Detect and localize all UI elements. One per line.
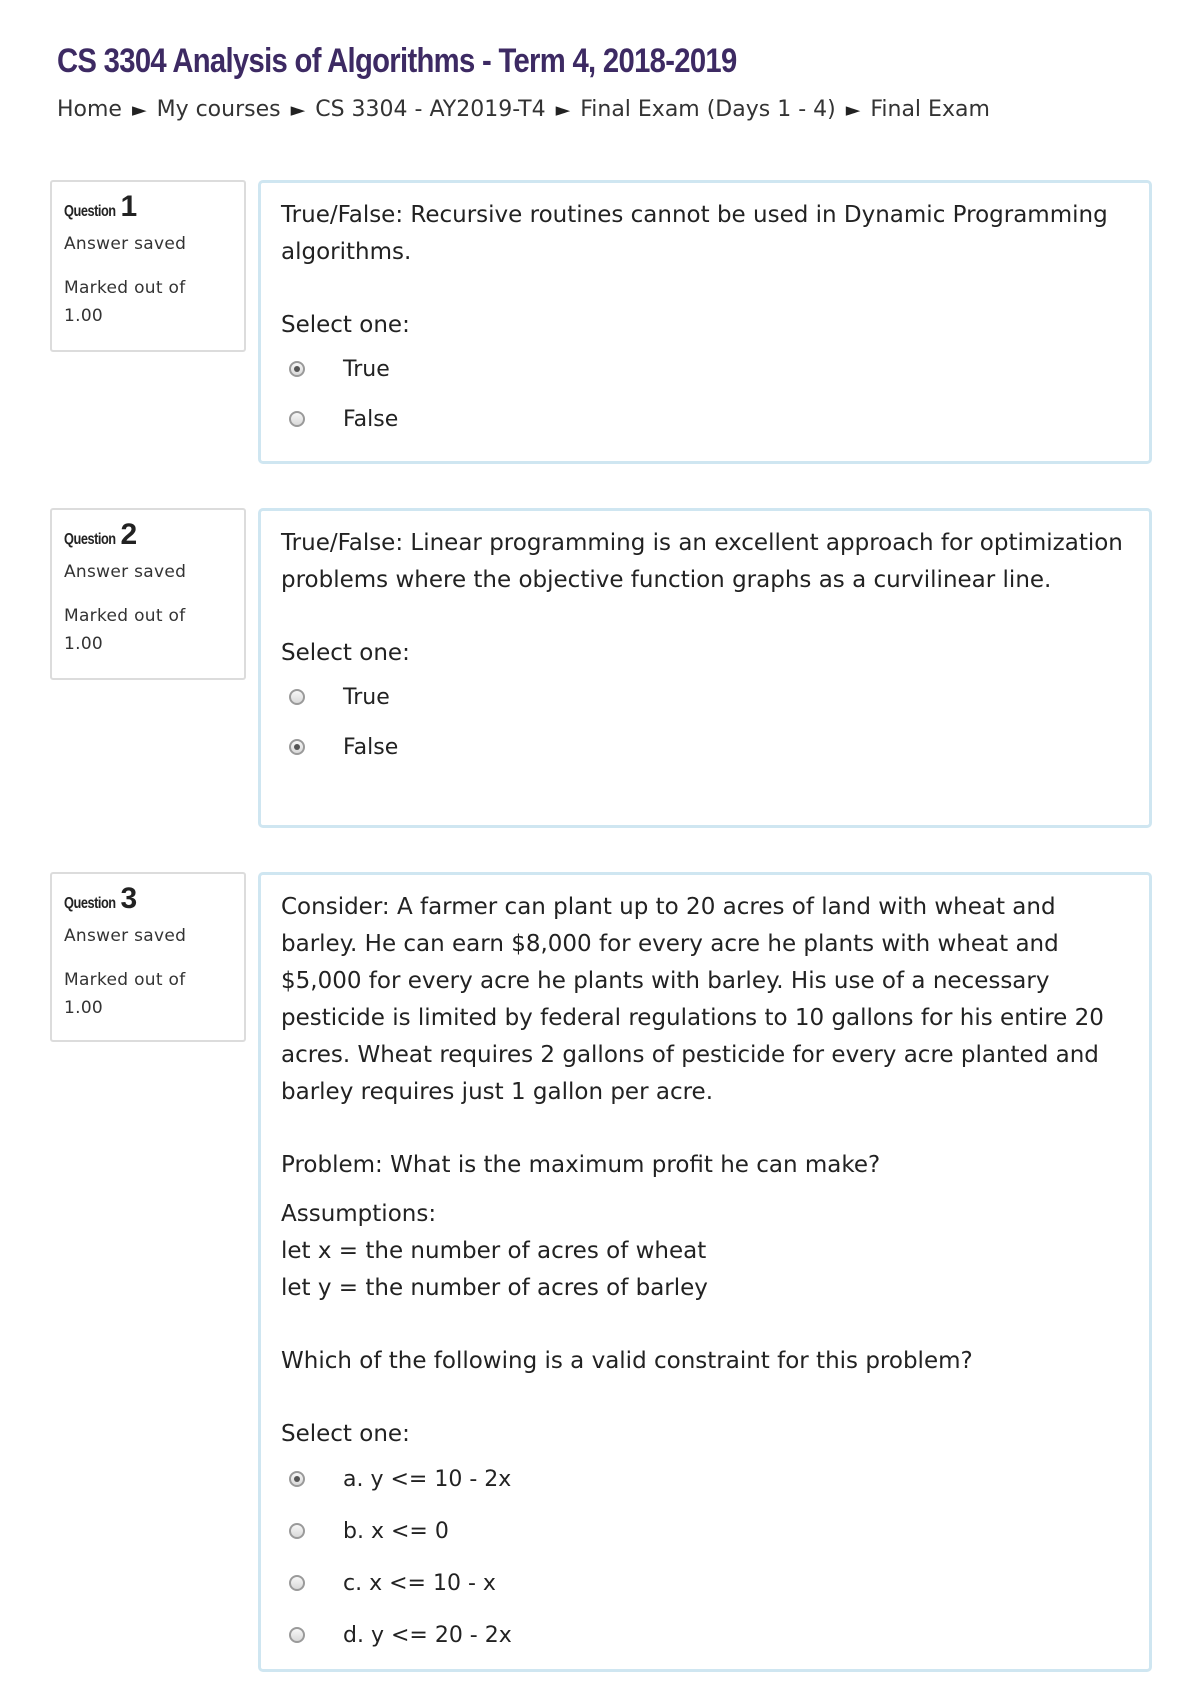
- question-state: Answer saved: [64, 234, 187, 254]
- breadcrumb-home[interactable]: Home: [57, 97, 122, 122]
- assumption-y: let y = the number of acres of barley: [281, 1275, 708, 1301]
- radio-unchecked-icon[interactable]: [289, 1523, 305, 1539]
- breadcrumb-final-exam[interactable]: Final Exam: [870, 97, 990, 122]
- option-label[interactable]: b. x <= 0: [343, 1518, 449, 1544]
- breadcrumb-separator-icon: ►: [845, 98, 861, 121]
- answer-option[interactable]: [281, 394, 1129, 444]
- page-title: CS 3304 Analysis of Algorithms - Term 4, 2018-2019: [57, 42, 737, 80]
- option-label[interactable]: False: [343, 406, 399, 432]
- question-grade: Marked out of 1.00: [64, 606, 186, 654]
- assumptions-title: Assumptions:: [281, 1201, 437, 1227]
- question-text: Consider: A farmer can plant up to 20 acres of land with wheat and barley. He can earn $8,000 for every acre he plants with wheat and $5,000 for every acre he plants with barley. His use of a necessary pesticide is limited by federal regulations to 10 gallons for his entire 20 acres. Wheat requires 2 gallons of pesticide for every acre planted and barley requires just 1 gallon per acre.: [281, 894, 1104, 1105]
- question-state: Answer saved: [64, 562, 187, 582]
- option-label[interactable]: d. y <= 20 - 2x: [343, 1622, 512, 1648]
- answer-option[interactable]: [281, 1609, 1129, 1661]
- select-one-label: Select one:: [281, 640, 410, 666]
- breadcrumb-course[interactable]: CS 3304 - AY2019-T4: [315, 97, 546, 122]
- answer-option[interactable]: [281, 1505, 1129, 1557]
- breadcrumb-my-courses[interactable]: My courses: [156, 97, 281, 122]
- radio-checked-icon[interactable]: [289, 1471, 305, 1487]
- select-one-label: Select one:: [281, 312, 410, 338]
- option-label[interactable]: a. y <= 10 - 2x: [343, 1466, 512, 1492]
- select-one-label: Select one:: [281, 1421, 410, 1447]
- option-label[interactable]: True: [343, 684, 390, 710]
- answer-option[interactable]: [281, 1453, 1129, 1505]
- breadcrumb-final-exam-days[interactable]: Final Exam (Days 1 - 4): [580, 97, 836, 122]
- radio-unchecked-icon[interactable]: [289, 689, 305, 705]
- problem-statement: Problem: What is the maximum profit he can make?: [281, 1152, 881, 1178]
- question-3-info: [50, 872, 246, 1042]
- question-grade: Marked out of 1.00: [64, 970, 186, 1018]
- breadcrumb-separator-icon: ►: [555, 98, 571, 121]
- assumption-x: let x = the number of acres of wheat: [281, 1238, 707, 1264]
- question-prompt: Which of the following is a valid constraint for this problem?: [281, 1348, 973, 1374]
- question-number: Question 3: [64, 882, 138, 915]
- option-label[interactable]: False: [343, 734, 399, 760]
- question-2-info: [50, 508, 246, 680]
- answer-option[interactable]: [281, 672, 1129, 722]
- question-state: Answer saved: [64, 926, 187, 946]
- answer-option[interactable]: [281, 344, 1129, 394]
- radio-checked-icon[interactable]: [289, 361, 305, 377]
- question-text: True/False: Recursive routines cannot be used in Dynamic Programming algorithms.: [281, 202, 1108, 265]
- question-2-content: [258, 508, 1152, 828]
- question-3-content: [258, 872, 1152, 1672]
- answer-option[interactable]: [281, 1557, 1129, 1609]
- radio-unchecked-icon[interactable]: [289, 1627, 305, 1643]
- breadcrumb-separator-icon: ►: [131, 98, 147, 121]
- question-grade: Marked out of 1.00: [64, 278, 186, 326]
- breadcrumb-separator-icon: ►: [290, 98, 306, 121]
- radio-unchecked-icon[interactable]: [289, 1575, 305, 1591]
- answer-option[interactable]: [281, 722, 1129, 772]
- question-text: True/False: Linear programming is an excellent approach for optimization problems where the objective function graphs as a curvilinear line.: [281, 530, 1123, 593]
- radio-unchecked-icon[interactable]: [289, 411, 305, 427]
- option-label[interactable]: c. x <= 10 - x: [343, 1570, 496, 1596]
- question-number: Question 1: [64, 190, 138, 223]
- question-1-content: [258, 180, 1152, 464]
- question-number: Question 2: [64, 518, 138, 551]
- radio-checked-icon[interactable]: [289, 739, 305, 755]
- breadcrumb: [57, 97, 990, 122]
- question-1-info: [50, 180, 246, 352]
- option-label[interactable]: True: [343, 356, 390, 382]
